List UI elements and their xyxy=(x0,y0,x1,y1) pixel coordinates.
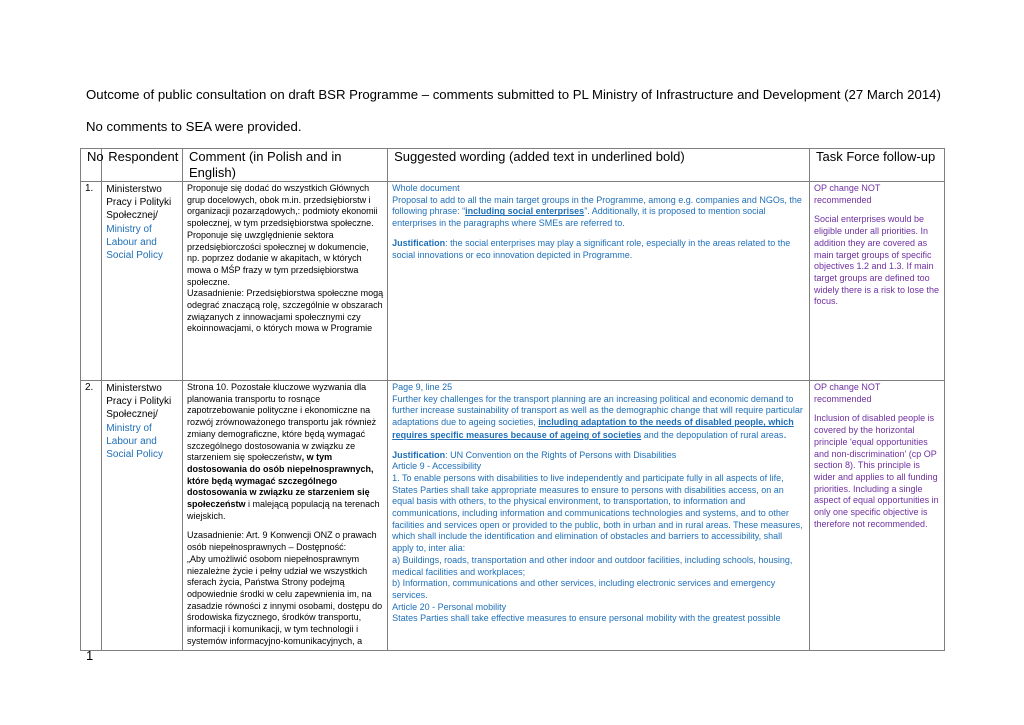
comment-quote: „Aby umożliwić osobom niepełnosprawnym niezależne życie i pełny udział we wszystkich sferach życia, Państwa Strony podejmą odpowiednie środki w celu zapewnienia im, na zasadzie równości z innymi osobami, dostępu do środowiska fizycznego, środków transportu, informacji i komunikacji, w tym technologii i systemów informacyjno-komunikacyjnych, a xyxy=(187,553,383,646)
header-comment: Comment (in Polish and in English) xyxy=(183,149,388,182)
table-header-row xyxy=(81,149,945,182)
justification-text: : the social enterprises may play a significant role, especially in the areas related to the social innovations or eco innovation depicted in Programme. xyxy=(392,237,791,260)
article-20-text: States Parties shall take effective measures to ensure personal mobility with the greatest possible xyxy=(392,613,781,624)
document-subtitle: No comments to SEA were provided. xyxy=(86,119,302,134)
suggested-wording-cell xyxy=(388,182,810,381)
suggested-justification xyxy=(392,450,805,462)
suggested-text-part: ”. Additionally, it is proposed to mention social enterprises in the paragraphs where SMEs are referred to. xyxy=(392,206,766,229)
suggested-text-part: Further key challenges for the transport planning are an increasing political and economic demand to further increase sustainability of transport as well as the demographic change that will require particular adaptations due to ageing societies, xyxy=(392,393,803,428)
article-9-paragraph-1: 1. To enable persons with disabilities to live independently and participate fully in all aspects of life, States Parties shall take appropriate measures to ensure to persons with disabilities access, on an equal basis with others, to the physical environment, to transportation, to information and communications, including information and communications technologies and systems, and to other facilities and services open or provided to the public, both in urban and in rural areas. These measures, which shall include the identification and elimination of obstacles and barriers to accessibility, shall apply to, inter alia: xyxy=(392,472,803,554)
header-suggested-wording: Suggested wording (added text in underlined bold) xyxy=(388,149,810,182)
comment-text-part: Strona 10. Pozostałe kluczowe wyzwania dla planowania transportu to rosnące zapotrzebowanie polityczne i ekonomiczne na rozwój zrównoważonego transportu jak również zmiany demograficzne, które będą wymagać szczególnego dostosowania w związku ze starzeniem się społeczeństw xyxy=(187,382,377,463)
article-9-heading: Article 9 - Accessibility xyxy=(392,461,482,472)
justification-label: Justification xyxy=(392,449,446,460)
article-9-item-b: b) Information, communications and other services, including electronic services and emergency services. xyxy=(392,578,776,600)
followup-text: Inclusion of disabled people is covered by the horizontal principle 'equal opportunities and non-discrimination' (cp OP section 8). This principle is wider and applies to all funding priorities. Including a single aspect of equal opportunities in only one specific objective is therefore not recommended. xyxy=(814,413,939,529)
table-row xyxy=(81,381,945,651)
comment-proposal: Proponuje się dodać do wszystkich Głównych grup docelowych, obok m.in. przedsiębiorstw i organizacji pozarządowych,: podmioty ekonomii społecznej, w tym przedsiębiorstwa społeczne. Proponuje się uwzględnienie sektora przedsiębiorczości społecznej w dokumencie, np. poprzez dodanie w akapitach, w których mowa o MŚP frazy w tym przedsiębiorstwa społeczne. xyxy=(187,183,378,287)
followup-status: OP change NOT recommended xyxy=(814,382,881,404)
suggested-text xyxy=(392,195,805,230)
suggested-justification xyxy=(392,238,805,261)
suggested-wording-cell xyxy=(388,381,810,651)
respondent-cell xyxy=(102,381,183,651)
row-number: 2. xyxy=(81,381,102,651)
respondent-english: Ministry of Labour and Social Policy xyxy=(106,422,163,461)
respondent-english: Ministry of Labour and Social Policy xyxy=(106,223,163,262)
added-text-underlined-bold: including social enterprises xyxy=(465,206,585,217)
comments-table xyxy=(80,148,945,651)
row-number: 1. xyxy=(81,182,102,381)
respondent-polish: Ministerstwo Pracy i Polityki Społecznej/ xyxy=(106,184,172,222)
respondent-cell xyxy=(102,182,183,381)
article-9-item-a: a) Buildings, roads, transportation and other indoor and outdoor facilities, including schools, housing, medical facilities and workplaces; xyxy=(392,554,793,577)
followup-cell xyxy=(810,182,945,381)
comment-text-part: i malejącą populacją na terenach wiejskich. xyxy=(187,499,380,521)
respondent-polish: Ministerstwo Pracy i Polityki Społecznej/ xyxy=(106,383,172,421)
followup-cell xyxy=(810,381,945,651)
added-text-underlined-bold: including adaptation to the needs of disabled people, which requires specific measures because of ageing of societies xyxy=(392,417,794,440)
justification-text: : UN Convention on the Rights of Persons with Disabilities xyxy=(445,449,677,460)
comment-justification: Uzasadnienie: Przedsiębiorstwa społeczne mogą odegrać znaczącą rolę, szczególnie w obszarach związanych z innowacjami społecznymi czy ekoinnowacjami, o których mowa w Programie xyxy=(187,288,384,334)
table-row xyxy=(81,182,945,381)
followup-status: OP change NOT recommended xyxy=(814,183,881,205)
comment-added-bold: , w tym dostosowania do osób niepełnosprawnych, które będą wymagać szczególnego dostosowania w związku ze starzeniem się społeczeństw xyxy=(187,452,374,510)
article-20-heading: Article 20 - Personal mobility xyxy=(392,601,507,612)
document-title: Outcome of public consultation on draft BSR Programme – comments submitted to PL Ministry of Infrastructure and Development (27 March 2014) xyxy=(86,87,941,102)
header-task-force-followup: Task Force follow-up xyxy=(810,149,945,182)
suggested-text-part: and the depopulation of rural areas xyxy=(641,429,784,440)
suggested-text-end: . xyxy=(783,426,787,441)
suggested-reference: Page 9, line 25 xyxy=(392,382,453,392)
header-no: No xyxy=(81,149,102,182)
justification-label: Justification xyxy=(392,237,446,248)
suggested-text-part: Proposal to add to all the main target groups in the Programme, among e.g. companies and NGOs, the following phrase: “ xyxy=(392,194,802,217)
followup-text: Social enterprises would be eligible under all priorities. In addition they are covered as main target groups of specific objectives 1.2 and 1.3. If main target groups are defined too widely there is a risk to lose the focus. xyxy=(814,214,940,307)
comment-cell xyxy=(183,182,388,381)
page-number: 1 xyxy=(86,648,94,663)
suggested-text xyxy=(392,394,805,442)
suggested-reference: Whole document xyxy=(392,183,460,193)
comment-proposal xyxy=(187,382,383,522)
comment-justification: Uzasadnienie: Art. 9 Konwencji ONZ o prawach osób niepełnosprawnych – Dostępność: xyxy=(187,530,377,553)
comment-cell xyxy=(183,381,388,651)
header-respondent: Respondent xyxy=(102,149,183,182)
